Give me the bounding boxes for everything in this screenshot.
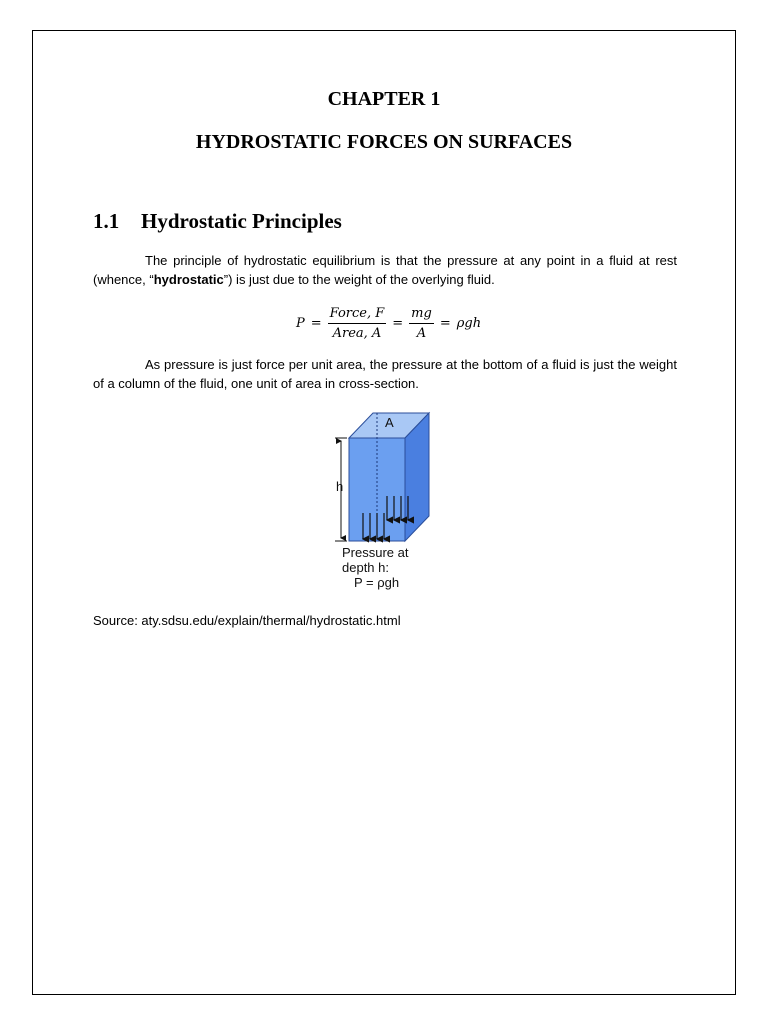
paragraph1-bold-term: hydrostatic [153, 272, 224, 287]
height-label: h [336, 479, 344, 494]
formula-fraction-mg-a [409, 306, 434, 341]
source-citation: Source: aty.sdsu.edu/explain/thermal/hydrostatic.html [93, 613, 401, 628]
caption-line-2: depth h: [342, 560, 389, 575]
section-heading [93, 209, 342, 234]
pressure-formula [296, 303, 481, 343]
fluid-column-figure [325, 408, 445, 598]
formula-frac2-numerator: mg [409, 306, 434, 324]
formula-frac1-numerator: Force, F [328, 306, 387, 324]
paragraph2-text: As pressure is just force per unit area, the pressure at the bottom of a fluid is just the weight of a column of the fluid, one unit of area in cross-section. [93, 357, 677, 391]
paragraph1-text-after: ”) is just due to the weight of the overlying fluid. [223, 272, 495, 287]
chapter-label: CHAPTER 1 [327, 88, 441, 110]
formula-equals-3: = [439, 315, 451, 331]
caption-line-3: P = ρgh [354, 575, 400, 590]
formula-frac1-denominator: Area, A [332, 325, 382, 341]
formula-equals-1: = [310, 315, 322, 331]
caption-line-1: Pressure at [342, 545, 409, 560]
formula-rhs: ρgh [456, 315, 482, 331]
chapter-title: HYDROSTATIC FORCES ON SURFACES [195, 131, 573, 153]
formula-frac2-denominator: A [416, 325, 427, 341]
section-title: Hydrostatic Principles [141, 209, 342, 233]
formula-equals-2: = [392, 315, 404, 331]
formula-fraction-force-area [328, 306, 387, 341]
area-label: A [385, 415, 394, 430]
paragraph1-text-before: The principle of hydrostatic equilibrium is that the pressure at any point in a fluid at rest (whence, “ [93, 253, 677, 287]
paragraph-hydrostatic-principle [93, 251, 677, 289]
section-number: 1.1 [93, 209, 120, 233]
formula-lhs: P [296, 315, 305, 331]
paragraph-pressure-column [93, 355, 677, 393]
